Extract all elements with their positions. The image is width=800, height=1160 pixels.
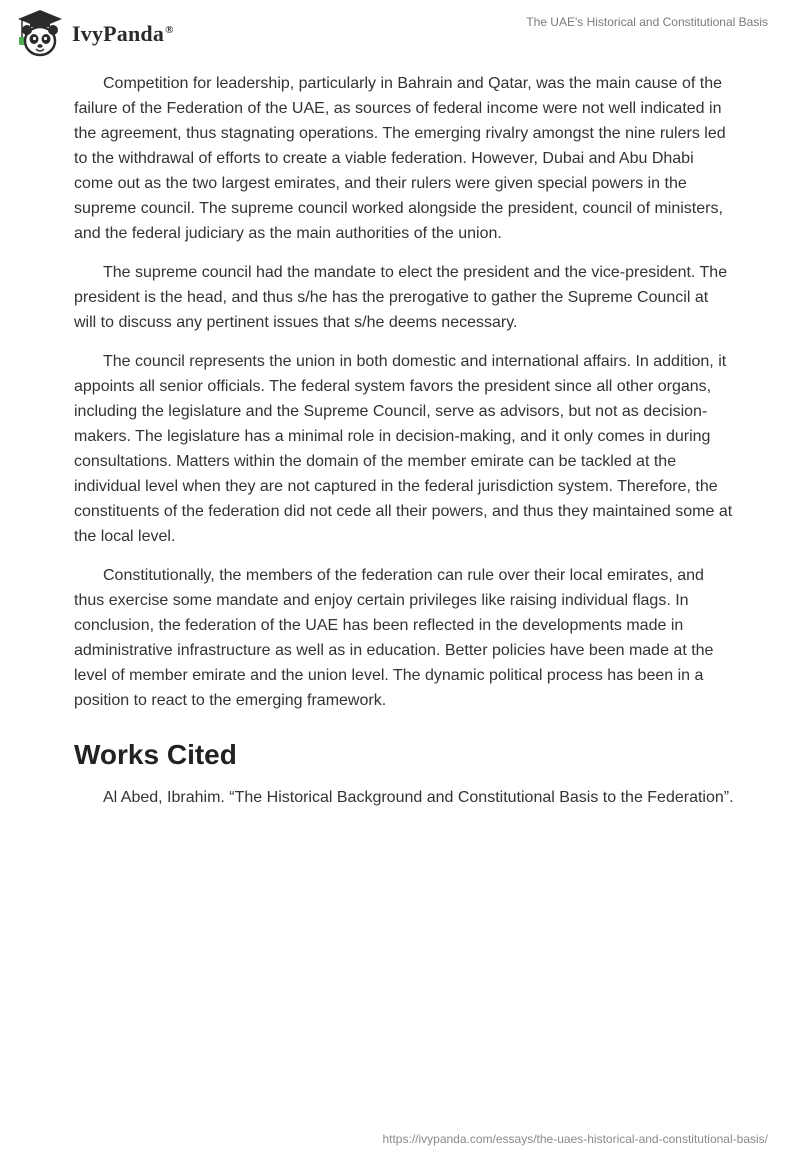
body-paragraph: Constitutionally, the members of the federation can rule over their local emirates, and thus exercise some mandate and enjoy certain privileges like raising individual flags. In conclusion, the federation of the UAE has been reflected in the developments made in administrative infrastructure as well as in education. Better policies have been made at the level of member emirate and the union level. The dynamic political process has been in a position to react to the emerging framework. xyxy=(74,567,714,709)
essay-content xyxy=(74,71,734,824)
body-paragraph: Competition for leadership, particularly in Bahrain and Qatar, was the main cause of the failure of the Federation of the UAE, as sources of federal income were not well indicated in the agreement, thus stagnating operations. The emerging rivalry amongst the nine rulers led to the withdrawal of efforts to create a viable federation. However, Dubai and Abu Dhabi come out as the two largest emirates, and their rulers were given special powers in the supreme council. The supreme council worked alongside the president, council of ministers, and the federal judiciary as the main authorities of the union. xyxy=(74,75,726,242)
logo-wordmark: IvyPanda® xyxy=(72,21,174,46)
citation-entry: Al Abed, Ibrahim. “The Historical Background and Constitutional Basis to the Federation”. xyxy=(103,789,734,806)
page-header xyxy=(0,0,800,70)
works-cited-heading: Works Cited xyxy=(74,739,237,770)
registered-mark: ® xyxy=(165,23,174,36)
body-paragraph: The supreme council had the mandate to elect the president and the vice-president. The president is the head, and thus s/he has the prerogative to gather the Supreme Council at will to discuss any pertinent issues that s/he deems necessary. xyxy=(74,264,728,331)
body-paragraph: The council represents the union in both domestic and international affairs. In addition, it appoints all senior officials. The federal system favors the president since all other organs, including the legislature and the Supreme Council, serve as advisors, but not as decision-makers. The legislature has a minimal role in decision-making, and it only comes in during consultations. Matters within the domain of the member emirate can be tackled at the individual level when they are not captured in the federal jurisdiction system. Therefore, the constituents of the federation did not cede all their powers, and thus they maintained some at the local level. xyxy=(74,353,733,545)
panda-graduate-icon xyxy=(14,8,66,58)
ivypanda-logo[interactable] xyxy=(14,8,174,58)
source-url[interactable]: https://ivypanda.com/essays/the-uaes-historical-and-constitutional-basis/ xyxy=(382,1132,768,1146)
document-title: The UAE's Historical and Constitutional Basis xyxy=(526,15,768,29)
